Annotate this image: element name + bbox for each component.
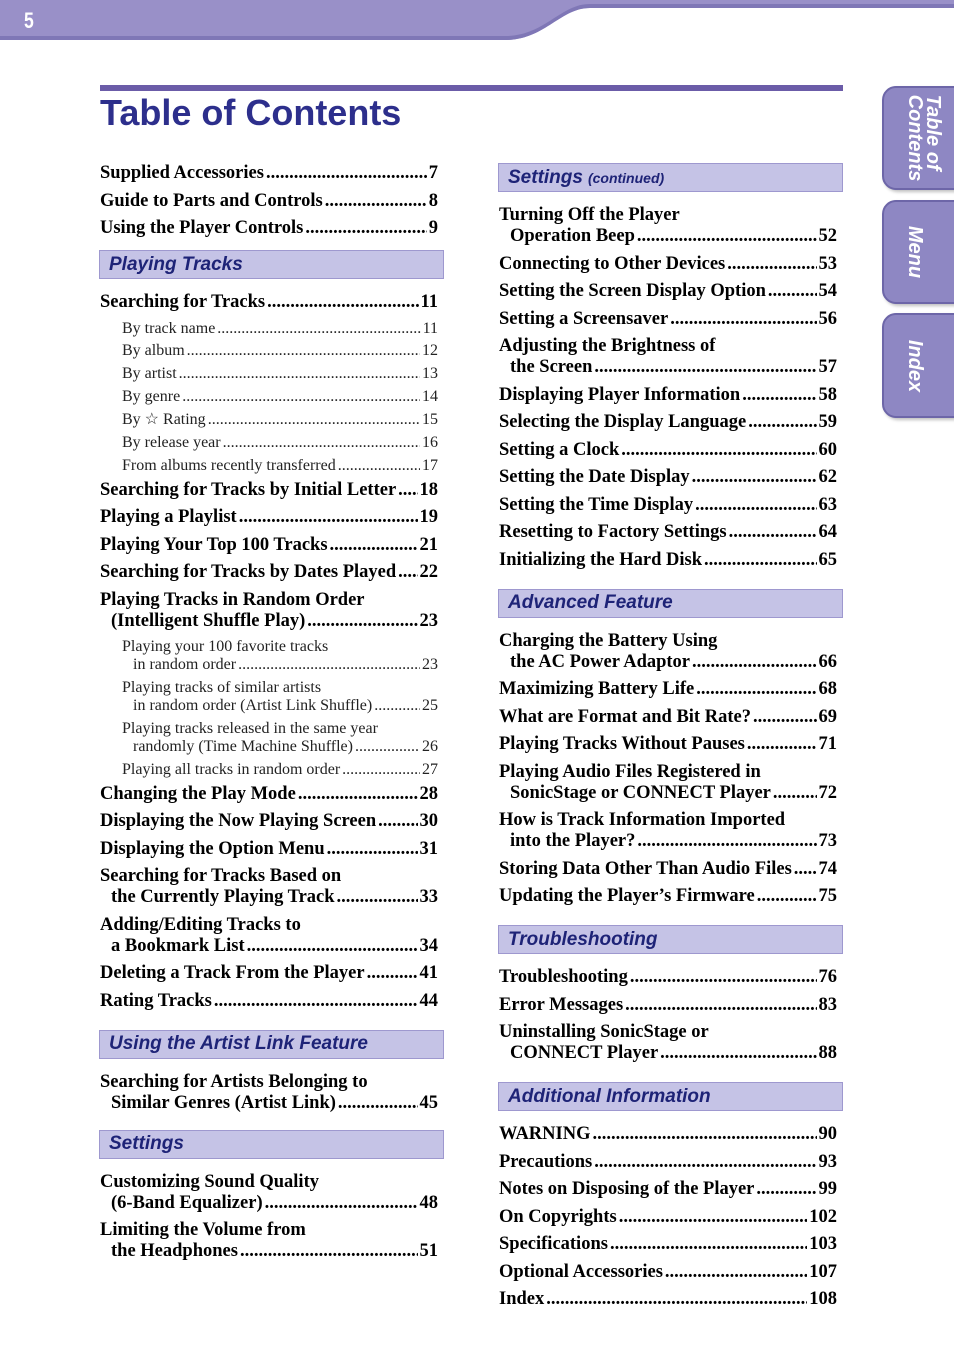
toc-entry[interactable]: Searching for Tracks ..... 11 xyxy=(100,292,438,313)
page-title: Table of Contents xyxy=(100,92,402,133)
toc-entry[interactable]: Setting a Screensaver ..... 56 xyxy=(499,309,837,330)
toc-entry[interactable]: Limiting the Volume from the Headphones ..... 51 xyxy=(100,1220,438,1262)
toc-entry[interactable]: Displaying the Option Menu ..... 31 xyxy=(100,839,438,860)
toc-entry[interactable]: Setting the Time Display ..... 63 xyxy=(499,495,837,516)
section-heading-additional-information: Additional Information xyxy=(498,1082,843,1111)
toc-entry[interactable]: Index ..... 108 xyxy=(499,1289,837,1310)
toc-right-column xyxy=(499,163,837,1317)
toc-subentry[interactable]: By artist ..... 13 xyxy=(100,365,438,383)
toc-entry[interactable]: Updating the Player’s Firmware ..... 75 xyxy=(499,886,837,907)
toc-entry[interactable]: Playing Audio Files Registered in SonicStage or CONNECT Player ..... 72 xyxy=(499,762,837,804)
toc-entry[interactable]: Optional Accessories ..... 107 xyxy=(499,1262,837,1283)
toc-entry[interactable]: Specifications ..... 103 xyxy=(499,1234,837,1255)
toc-entry[interactable]: Playing Tracks Without Pauses ..... 71 xyxy=(499,734,837,755)
toc-subentry[interactable]: By release year ..... 16 xyxy=(100,434,438,452)
toc-entry[interactable]: Turning Off the Player Operation Beep ..... 52 xyxy=(499,205,837,247)
page-number: 5 xyxy=(24,8,34,33)
section-heading-settings: Settings xyxy=(99,1130,444,1159)
toc-entry[interactable]: Setting the Screen Display Option ..... 54 xyxy=(499,281,837,302)
section-heading-advanced-feature: Advanced Feature xyxy=(498,589,843,618)
toc-subentry[interactable]: Playing all tracks in random order ..... 27 xyxy=(100,761,438,779)
toc-entry[interactable]: Selecting the Display Language ..... 59 xyxy=(499,412,837,433)
toc-entry[interactable]: Playing a Playlist ..... 19 xyxy=(100,507,438,528)
toc-entry[interactable]: Deleting a Track From the Player ..... 41 xyxy=(100,963,438,984)
toc-entry[interactable]: Displaying the Now Playing Screen ..... 30 xyxy=(100,811,438,832)
tab-menu-label: Menu xyxy=(904,225,926,279)
toc-entry[interactable]: Supplied Accessories ..... 7 xyxy=(100,163,438,184)
toc-entry[interactable]: Storing Data Other Than Audio Files ..... 74 xyxy=(499,859,837,880)
toc-subentry[interactable]: By ☆ Rating ..... 15 xyxy=(100,411,438,429)
title-rule xyxy=(100,85,843,91)
toc-entry[interactable]: Maximizing Battery Life ..... 68 xyxy=(499,679,837,700)
toc-entry[interactable]: Changing the Play Mode ..... 28 xyxy=(100,784,438,805)
toc-entry[interactable]: Displaying Player Information ..... 58 xyxy=(499,385,837,406)
toc-entry[interactable]: Using the Player Controls ..... 9 xyxy=(100,218,438,239)
toc-entry[interactable]: Precautions ..... 93 xyxy=(499,1152,837,1173)
toc-entry[interactable]: WARNING ..... 90 xyxy=(499,1124,837,1145)
toc-entry[interactable]: Error Messages ..... 83 xyxy=(499,995,837,1016)
toc-entry[interactable]: Setting a Clock ..... 60 xyxy=(499,440,837,461)
toc-subentry[interactable]: By track name ..... 11 xyxy=(100,320,438,338)
toc-entry[interactable]: Charging the Battery Using the AC Power Adaptor ..... 66 xyxy=(499,631,837,673)
toc-subentry[interactable]: From albums recently transferred ..... 17 xyxy=(100,457,438,475)
toc-entry[interactable]: Searching for Tracks by Initial Letter ..... 18 xyxy=(100,480,438,501)
toc-subentry[interactable]: By genre ..... 14 xyxy=(100,388,438,406)
header-band xyxy=(0,0,954,40)
toc-subentry[interactable]: By album ..... 12 xyxy=(100,342,438,360)
toc-subentry[interactable]: Playing tracks released in the same year randomly (Time Machine Shuffle) ..... 26 xyxy=(100,720,438,756)
toc-entry[interactable]: Searching for Tracks by Dates Played ..... 22 xyxy=(100,562,438,583)
section-heading-troubleshooting: Troubleshooting xyxy=(498,925,843,954)
toc-entry[interactable]: Adding/Editing Tracks to a Bookmark List ..... 34 xyxy=(100,915,438,957)
toc-entry[interactable]: Troubleshooting ..... 76 xyxy=(499,967,837,988)
toc-entry[interactable]: Notes on Disposing of the Player ..... 99 xyxy=(499,1179,837,1200)
toc-entry[interactable]: What are Format and Bit Rate? ..... 69 xyxy=(499,707,837,728)
tab-index[interactable] xyxy=(882,313,954,418)
toc-entry[interactable]: How is Track Information Imported into the Player? ..... 73 xyxy=(499,810,837,852)
tab-index-label: Index xyxy=(904,339,926,392)
section-heading-playing-tracks: Playing Tracks xyxy=(99,250,444,279)
tab-table-of-contents[interactable] xyxy=(882,86,954,190)
section-heading-artist-link: Using the Artist Link Feature xyxy=(99,1030,444,1059)
toc-entry[interactable]: On Copyrights ..... 102 xyxy=(499,1207,837,1228)
toc-entry[interactable]: Rating Tracks ..... 44 xyxy=(100,991,438,1012)
toc-left-column xyxy=(100,160,438,1269)
toc-subentry[interactable]: Playing your 100 favorite tracks in random order ..... 23 xyxy=(100,638,438,674)
toc-entry[interactable]: Playing Tracks in Random Order (Intelligent Shuffle Play) ..... 23 xyxy=(100,590,438,632)
toc-entry[interactable]: Adjusting the Brightness of the Screen ..... 57 xyxy=(499,336,837,378)
section-heading-settings-continued: Settings (continued) xyxy=(498,163,843,192)
toc-entry[interactable]: Initializing the Hard Disk ..... 65 xyxy=(499,550,837,571)
toc-entry[interactable]: Uninstalling SonicStage or CONNECT Player ..... 88 xyxy=(499,1022,837,1064)
toc-entry[interactable]: Resetting to Factory Settings ..... 64 xyxy=(499,522,837,543)
toc-entry[interactable]: Playing Your Top 100 Tracks ..... 21 xyxy=(100,535,438,556)
toc-subentry[interactable]: Playing tracks of similar artists in random order (Artist Link Shuffle) ..... 25 xyxy=(100,679,438,715)
toc-entry[interactable]: Setting the Date Display ..... 62 xyxy=(499,467,837,488)
toc-entry[interactable]: Guide to Parts and Controls ..... 8 xyxy=(100,191,438,212)
toc-entry[interactable]: Connecting to Other Devices ..... 53 xyxy=(499,254,837,275)
tab-menu[interactable] xyxy=(882,200,954,304)
toc-entry[interactable]: Searching for Artists Belonging to Similar Genres (Artist Link) ..... 45 xyxy=(100,1072,438,1114)
toc-entry[interactable]: Customizing Sound Quality (6-Band Equalizer) ..... 48 xyxy=(100,1172,438,1214)
toc-entry[interactable]: Searching for Tracks Based on the Currently Playing Track ..... 33 xyxy=(100,866,438,908)
tab-toc-label: Table of Contents xyxy=(904,94,944,182)
